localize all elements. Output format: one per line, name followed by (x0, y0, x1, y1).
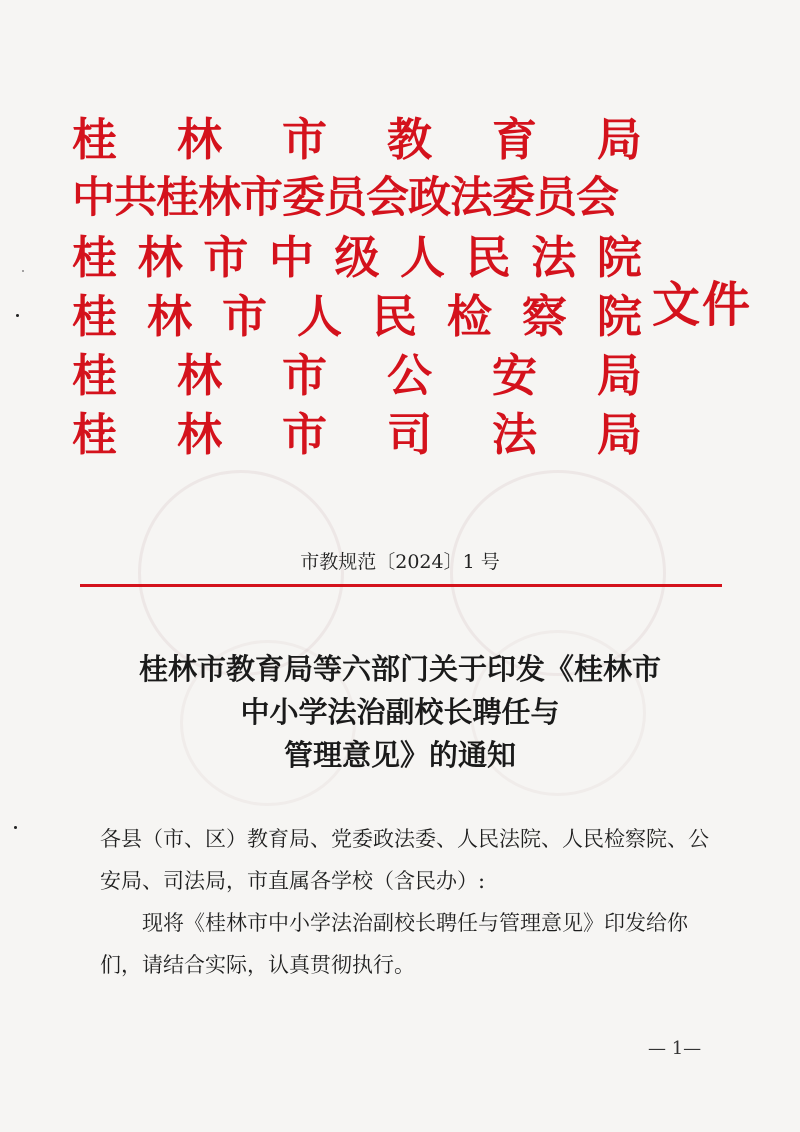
letterhead-org-text: 桂 (72, 113, 118, 166)
letterhead-organizations (72, 110, 642, 464)
addressee-line: 各县（市、区）教育局、党委政法委、人民法院、人民检察院、公 (100, 827, 709, 851)
letterhead-org-text: 局 (596, 408, 642, 461)
body-paragraph-line: 们，请结合实际，认真贯彻执行。 (100, 953, 415, 977)
body-paragraph-line: 现将《桂林市中小学法治副校长聘任与管理意见》印发给你 (142, 911, 688, 935)
letterhead-org-text: 市 (281, 408, 327, 461)
letterhead-suffix: 文件 (652, 277, 753, 333)
letterhead-org-text: 桂 (72, 349, 118, 402)
letterhead-org-text: 察 (521, 290, 567, 343)
letterhead-org-text: 局 (596, 113, 642, 166)
letterhead-org-text: 法 (491, 408, 537, 461)
letterhead-org-text: 安 (491, 349, 537, 402)
letterhead-org-name (72, 110, 642, 169)
letterhead-org-text: 院 (596, 231, 642, 284)
letterhead-org-text: 育 (491, 113, 537, 166)
letterhead-org-name (72, 346, 642, 405)
letterhead-org-name (72, 405, 642, 464)
letterhead-org-text: 级 (334, 231, 380, 284)
addressee-line: 安局、司法局，市直属各学校（含民办）: (100, 869, 486, 893)
title-line: 管理意见》的通知 (283, 738, 516, 772)
letterhead-org-text: 市 (281, 349, 327, 402)
letterhead-org-text: 人 (296, 290, 342, 343)
letterhead-org-name (72, 287, 642, 346)
letterhead-org-text: 林 (137, 231, 183, 284)
scan-speck (22, 270, 24, 272)
letterhead-org-text: 人 (400, 231, 446, 284)
letterhead-org-text: 桂 (72, 290, 118, 343)
letterhead-org-text: 桂 (72, 408, 118, 461)
letterhead-org-text: 局 (596, 349, 642, 402)
letterhead-org-text: 林 (176, 408, 222, 461)
letterhead-org-text: 市 (203, 231, 249, 284)
title-line: 桂林市教育局等六部门关于印发《桂林市 (138, 652, 661, 686)
letterhead-org-text: 检 (446, 290, 492, 343)
document-body (100, 818, 720, 986)
letterhead-org-text: 市 (221, 290, 267, 343)
page-number: — 1— (648, 1038, 702, 1059)
letterhead-org-name (72, 228, 642, 287)
letterhead-org-text: 林 (176, 349, 222, 402)
letterhead-org-text: 教 (386, 113, 432, 166)
letterhead-org-text: 法 (531, 231, 577, 284)
letterhead-org-text: 公 (386, 349, 432, 402)
document-number: 市教规范〔2024〕1 号 (300, 551, 500, 573)
letterhead-org-text: 司 (386, 408, 432, 461)
letterhead-org-text: 林 (146, 290, 192, 343)
letterhead-org-text: 林 (176, 113, 222, 166)
letterhead-org-name (72, 169, 642, 228)
letterhead-org-text: 市 (281, 113, 327, 166)
letterhead-org-text: 桂 (72, 231, 118, 284)
letterhead-org-text: 中 (268, 231, 314, 284)
letterhead-org-text: 民 (465, 231, 511, 284)
scan-speck (16, 314, 19, 317)
letterhead-org-text: 民 (371, 290, 417, 343)
letterhead-org-text: 院 (596, 290, 642, 343)
scan-speck (14, 826, 17, 829)
letterhead-org-text: 中共桂林市委员会政法委员会 (72, 173, 618, 223)
document-title (100, 648, 700, 777)
red-separator-line (80, 584, 722, 587)
title-line: 中小学法治副校长聘任与 (240, 695, 560, 729)
